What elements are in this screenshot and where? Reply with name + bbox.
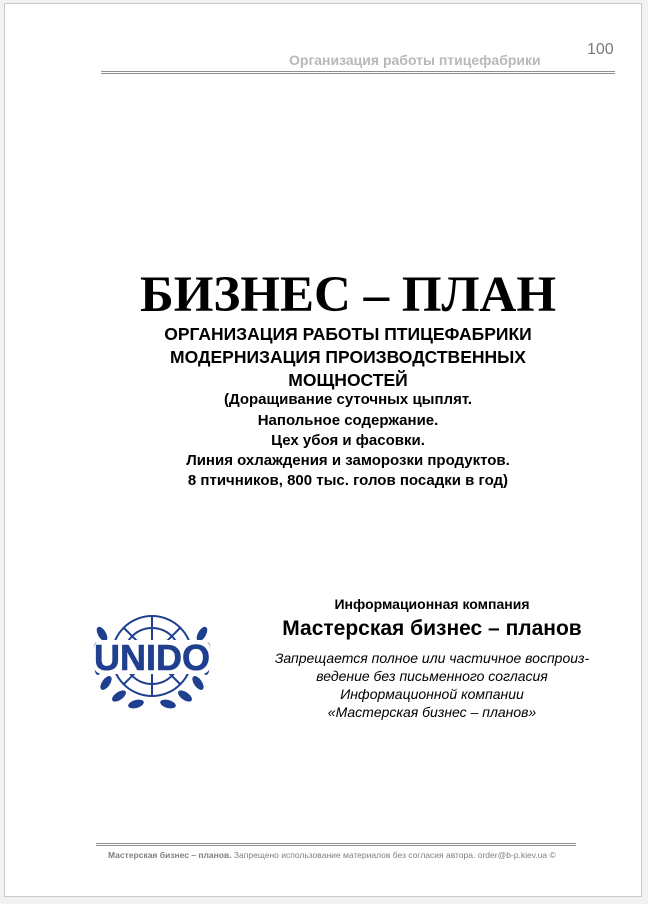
page-number: 100 [587,41,614,58]
company-kicker: Информационная компания [334,596,530,612]
subtitle-line: МОЩНОСТЕЙ [288,370,408,390]
description-line: Напольное содержание. [257,412,439,429]
description-line: Линия охлаждения и заморозки продуктов. [186,452,510,469]
description-line: (Доращивание суточных цыплят. [223,391,473,408]
subtitle-line: МОДЕРНИЗАЦИЯ ПРОИЗВОДСТВЕННЫХ [170,347,526,367]
notice-line: Запрещается полное или частичное воспроиз- [274,650,590,666]
company-name: Мастерская бизнес – планов [282,617,582,640]
main-title: БИЗНЕС – ПЛАН [140,267,556,323]
description-line: 8 птичников, 800 тыс. голов посадки в год) [187,472,509,489]
company-block [240,592,624,721]
footer-notice: Запрещено использование материалов без согласия автора. order@b-p.kiev.ua © [231,850,556,860]
un-emblem-icon [90,604,214,716]
footer-rule [96,843,576,846]
logo-wordmark: UNIDO [94,637,210,678]
unido-logo [90,604,214,716]
header-rule [101,71,615,74]
description-line: Цех убоя и фасовки. [271,432,425,449]
notice-line: ведение без письменного согласия [316,668,548,684]
footer-text [108,850,556,860]
footer-brand: Мастерская бизнес – планов. [108,850,232,860]
subtitle-line: ОРГАНИЗАЦИЯ РАБОТЫ ПТИЦЕФАБРИКИ [164,324,532,344]
notice-line: «Мастерская бизнес – планов» [327,704,537,720]
notice-line: Информационной компании [340,686,524,702]
copyright-notice [240,649,624,721]
header-title: Организация работы птицефабрики [289,52,541,68]
